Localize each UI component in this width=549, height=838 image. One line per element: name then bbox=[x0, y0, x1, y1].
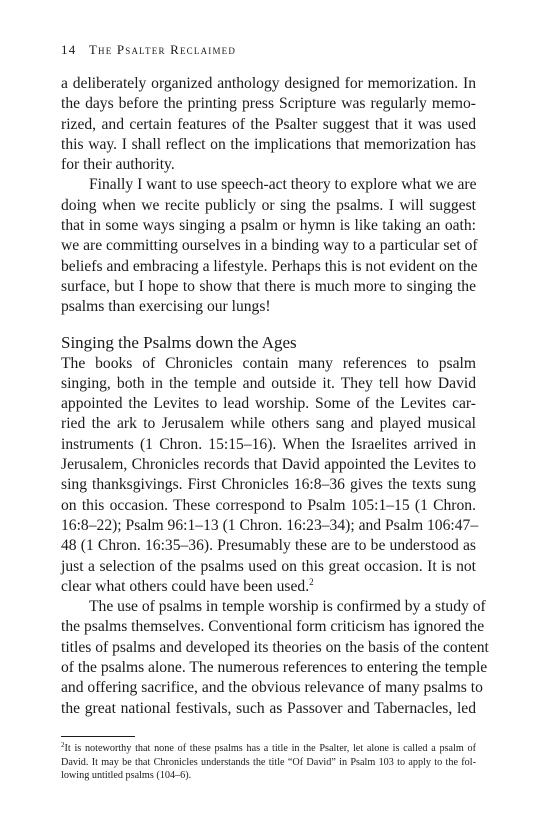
text-line-content: clear what others could have been used. bbox=[61, 577, 310, 595]
text-line: the great national festivals, such as Passover and Tabernacles, led bbox=[61, 699, 476, 717]
text-line: titles of psalms and developed its theories on the basis of the content bbox=[61, 638, 489, 656]
text-line: 48 (1 Chron. 16:35–36). Presumably these are to be understood as bbox=[61, 537, 476, 555]
text-line: appointed the Levites to lead worship. Some of the Levites car- bbox=[61, 395, 476, 413]
text-line: singing, both in the temple and outside it. They tell how David bbox=[61, 374, 476, 392]
text-line: ried the ark to Jerusalem while others sang and played musical bbox=[61, 415, 476, 433]
footnote-line: lowing untitled psalms (104–6). bbox=[61, 770, 192, 781]
footnote-line: David. It may be that Chronicles understands the title “Of David” in Psalm 103 to apply to the fol- bbox=[61, 756, 476, 768]
text-line: and offering sacrifice, and the obvious relevance of many psalms to bbox=[61, 679, 483, 697]
book-title: The Psalter Reclaimed bbox=[88, 42, 237, 57]
text-line: Finally I want to use speech-act theory to explore what we are bbox=[89, 176, 477, 194]
text-line: the days before the printing press Scripture was regularly memo- bbox=[61, 95, 476, 113]
text-line: The books of Chronicles contain many references to psalm bbox=[61, 354, 476, 372]
footnote-reference[interactable]: 2 bbox=[309, 576, 314, 587]
text-line: The use of psalms in temple worship is confirmed by a study of bbox=[89, 598, 486, 616]
paragraph bbox=[61, 74, 476, 175]
text-line: a deliberately organized anthology designed for memorization. In bbox=[61, 75, 476, 92]
footnote-rule bbox=[61, 736, 135, 737]
paragraph bbox=[61, 175, 476, 317]
running-head bbox=[61, 42, 236, 58]
text-line: this way. I shall reflect on the implications that memorization has bbox=[61, 135, 476, 153]
text-line: doing when we recite publicly or sing the psalms. I will suggest bbox=[61, 196, 476, 214]
text-line: that in some ways singing a psalm or hymn is like taking an oath: bbox=[61, 217, 476, 235]
paragraph bbox=[61, 597, 489, 719]
footnote-line bbox=[61, 742, 476, 756]
text-line: beliefs and embracing a lifestyle. Perhaps this is not evident on the bbox=[61, 257, 478, 275]
text-line: Jerusalem, Chronicles records that David appointed the Levites to bbox=[61, 456, 476, 474]
body-text bbox=[61, 74, 489, 719]
text-line: on this occasion. These correspond to Psalm 105:1–15 (1 Chron. bbox=[61, 496, 476, 514]
paragraph bbox=[61, 354, 479, 598]
text-line: instruments (1 Chron. 15:15–16). When the Israelites arrived in bbox=[61, 435, 476, 453]
text-line: for their authority. bbox=[61, 156, 175, 174]
text-line: psalms than exercising our lungs! bbox=[61, 298, 271, 316]
footnote bbox=[61, 742, 476, 783]
text-line: surface, but I hope to show that there is much more to singing the bbox=[61, 277, 476, 295]
page-number: 14 bbox=[61, 42, 77, 57]
text-line: 16:8–22); Psalm 96:1–13 (1 Chron. 16:23–34); and Psalm 106:47– bbox=[61, 516, 479, 534]
text-line: we are committing ourselves in a binding way to a particular set of bbox=[61, 237, 478, 255]
footnote-text: It is noteworthy that none of these psalms has a title in the Psalter, let alone is called a psalm of bbox=[64, 743, 476, 754]
text-line: just a selection of the psalms used on this great occasion. It is not bbox=[61, 557, 476, 575]
text-line: the psalms themselves. Conventional form criticism has ignored the bbox=[61, 618, 485, 636]
text-line: of the psalms alone. The numerous references to entering the temple bbox=[61, 659, 488, 677]
footnote-marker: 2 bbox=[61, 741, 65, 749]
text-line: sing thanksgivings. First Chronicles 16:8–36 gives the texts sung bbox=[61, 476, 476, 494]
section-heading: Singing the Psalms down the Ages bbox=[61, 332, 297, 352]
text-line bbox=[61, 577, 476, 597]
text-line: rized, and certain features of the Psalter suggest that it was used bbox=[61, 115, 476, 133]
